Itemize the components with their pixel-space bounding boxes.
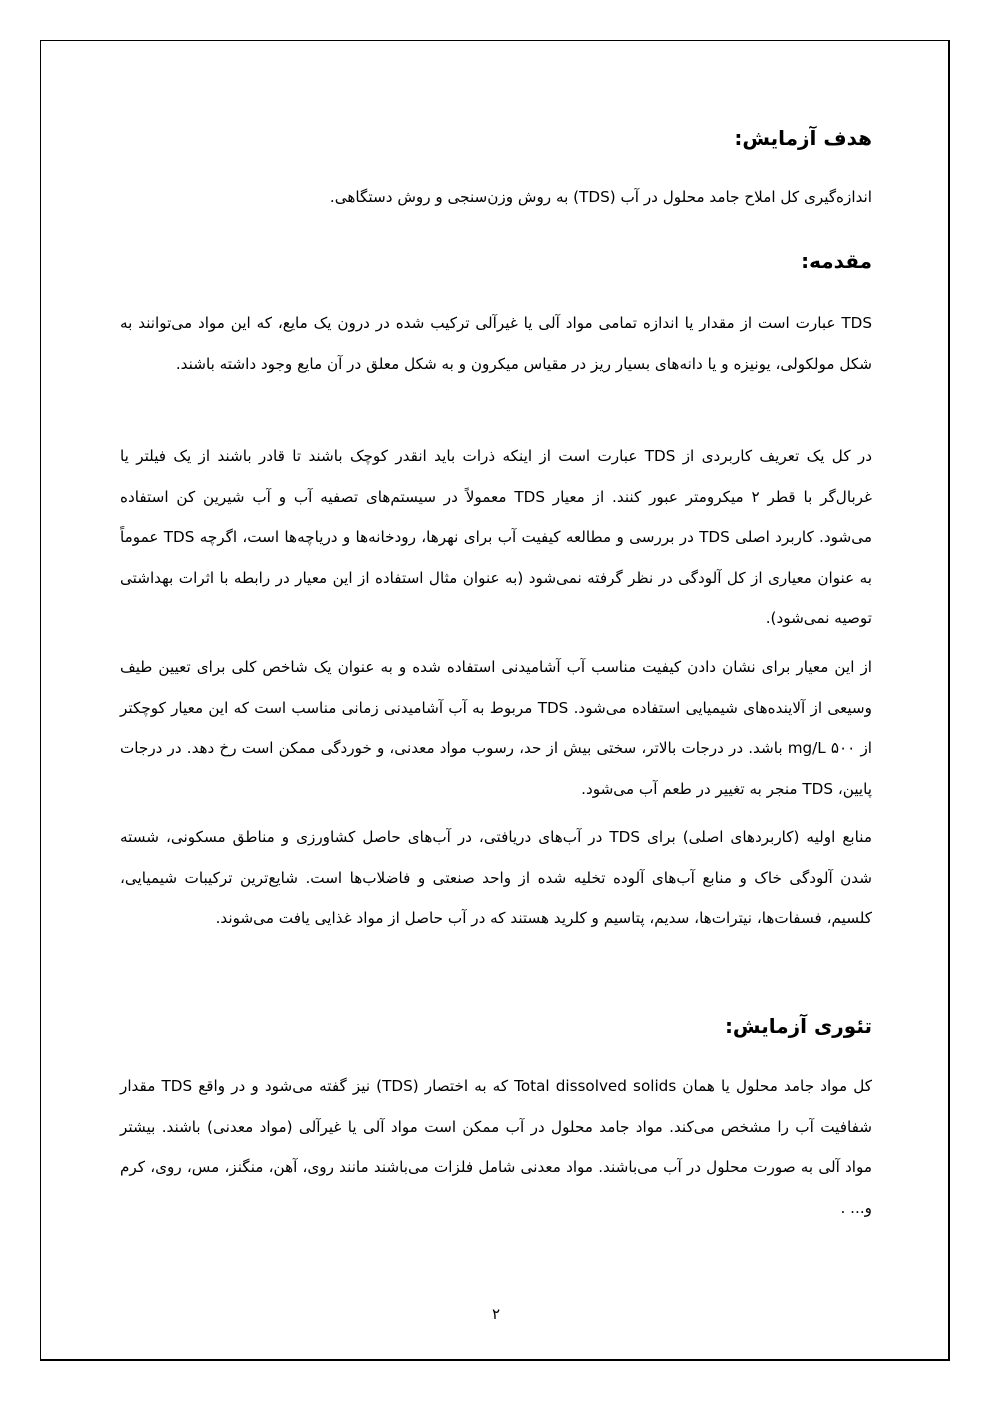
paragraph-intro-4: منابع اولیه (کاربردهای اصلی) برای TDS در آب‌های دریافتی، در آب‌های حاصل کشاورزی و مناطق مسکونی، شسته شدن آلودگی خاک و منابع آب‌های آلوده تخلیه شده از واحد صنعتی و فاضلاب‌ها است. شایع‌ترین ترکیبات شیمیایی، کلسیم، فسفات‌ها، نیترات‌ها، سدیم، پتاسیم و کلرید هستند که در آب حاصل از مواد غذایی یافت می‌شوند. (120, 828, 872, 927)
paragraph-theory-1: کل مواد جامد محلول یا همان Total dissolved solids که به اختصار (TDS) نیز گفته می‌شود و در واقع TDS مقدار شفافیت آب را مشخص می‌کند. مواد جامد محلول در آب ممکن است مواد آلی یا غیرآلی (مواد معدنی) باشند. بیشتر مواد آلی به صورت محلول در آب می‌باشند. مواد معدنی شامل فلزات می‌باشند مانند روی، آهن، منگنز، مس، روی، کرم و... . (120, 1077, 872, 1217)
paragraph-objective: اندازه‌گیری کل املاح جامد محلول در آب (TDS) به روش وزن‌سنجی و روش دستگاهی. (329, 188, 872, 206)
page-number: ۲ (491, 1305, 501, 1323)
section-heading-theory: تئوری آزمایش: (724, 1014, 872, 1038)
section-heading-objective: هدف آزمایش: (734, 126, 872, 150)
section-heading-introduction: مقدمه: (801, 249, 872, 273)
paragraph-intro-3: از این معیار برای نشان دادن کیفیت مناسب آب آشامیدنی استفاده شده و به عنوان یک شاخص کلی برای تعیین طیف وسیعی از آلاینده‌های شیمیایی استفاده می‌شود. TDS مربوط به آب آشامیدنی زمانی مناسب است که این معیار کوچکتر از ۵۰۰ mg/L باشد. در درجات بالاتر، سختی بیش از حد، رسوب مواد معدنی، و خوردگی ممکن است رخ دهد. در درجات پایین، TDS منجر به تغییر در طعم آب می‌شود. (120, 658, 873, 798)
paragraph-intro-1: TDS عبارت است از مقدار یا اندازه تمامی مواد آلی یا غیرآلی ترکیب شده در درون یک مایع، که این مواد می‌توانند به شکل مولکولی، یونیزه و یا دانه‌های بسیار ریز در مقیاس میکرون و به شکل معلق در آن مایع وجود داشته باشند. (120, 314, 872, 373)
paragraph-intro-2: در کل یک تعریف کاربردی از TDS عبارت است از اینکه ذرات باید انقدر کوچک باشند تا قادر باشند از یک فیلتر یا غربال‌گر با قطر ۲ میکرومتر عبور کنند. از معیار TDS معمولاً در سیستم‌های تصفیه آب و آب شیرین کن استفاده می‌شود. کاربرد اصلی TDS در بررسی و مطالعه کیفیت آب برای نهرها، رودخانه‌ها و دریاچه‌ها است، اگرچه TDS عموماً به عنوان معیاری از کل آلودگی در نظر گرفته نمی‌شود (به عنوان مثال استفاده از این معیار در رابطه با اثرات بهداشتی توصیه نمی‌شود). (120, 447, 873, 627)
